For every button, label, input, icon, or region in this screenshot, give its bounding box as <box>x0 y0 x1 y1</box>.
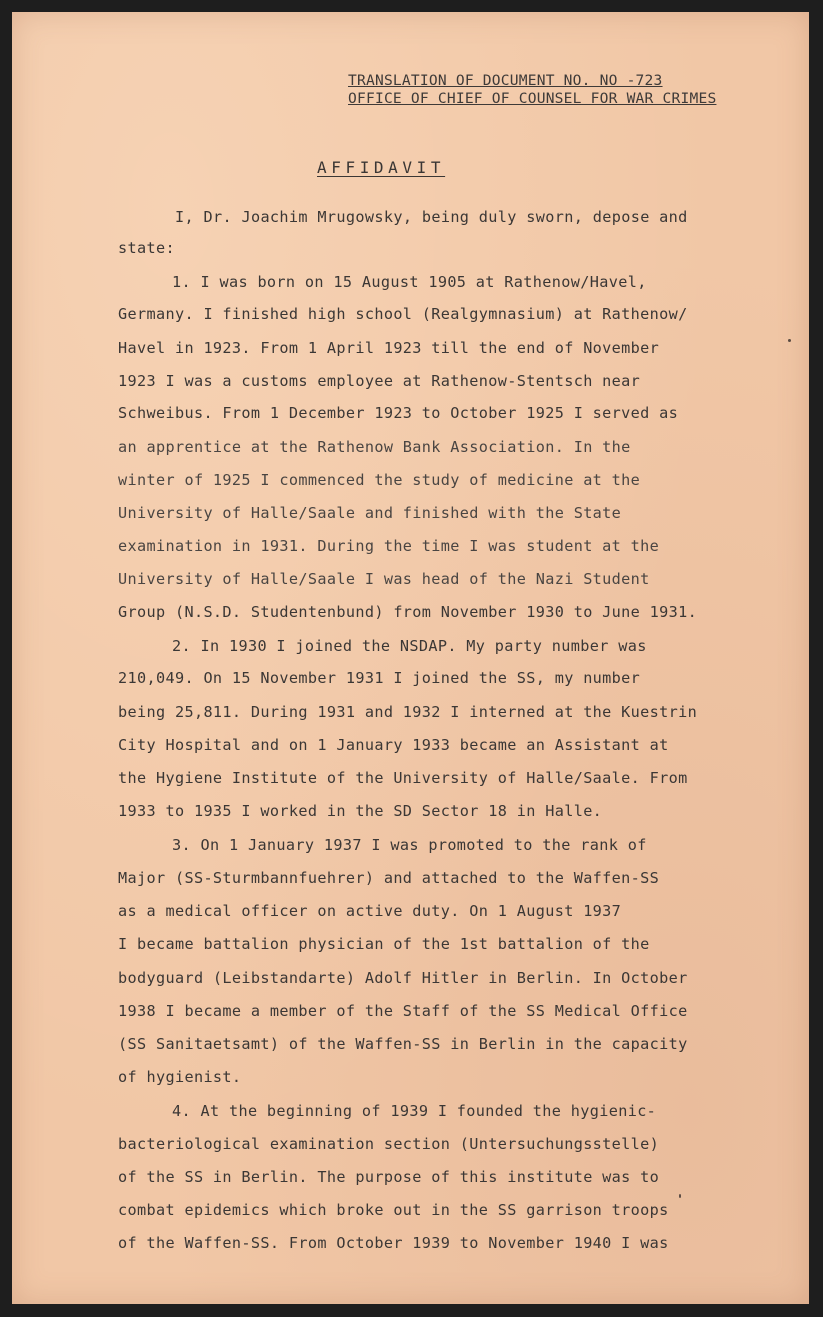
text-line: an apprentice at the Rathenow Bank Association. In the <box>118 438 631 456</box>
text-line: the Hygiene Institute of the University of Halle/Saale. From <box>118 769 688 787</box>
document-page <box>12 12 809 1304</box>
text-line: I became battalion physician of the 1st battalion of the <box>118 935 650 953</box>
paragraph-1-start: 1. I was born on 15 August 1905 at Rathenow/Havel, <box>172 273 647 291</box>
paragraph-4-start: 4. At the beginning of 1939 I founded the hygienic- <box>172 1102 657 1120</box>
text-line: combat epidemics which broke out in the SS garrison troops <box>118 1201 669 1219</box>
text-line: bodyguard (Leibstandarte) Adolf Hitler in Berlin. In October <box>118 969 688 987</box>
text-line: 1923 I was a customs employee at Rathenow-Stentsch near <box>118 372 641 390</box>
affidavit-body <box>12 12 809 1304</box>
text-line: Havel in 1923. From 1 April 1923 till the end of November <box>118 339 660 357</box>
paper-speck <box>679 1194 681 1198</box>
paper-speck <box>788 339 791 342</box>
text-line: Major (SS-Sturmbannfuehrer) and attached to the Waffen-SS <box>118 869 660 887</box>
header-translation-line: TRANSLATION OF DOCUMENT NO. NO -723 <box>348 72 663 89</box>
text-line: as a medical officer on active duty. On 1 August 1937 <box>118 902 622 920</box>
text-line: of the Waffen-SS. From October 1939 to November 1940 I was <box>118 1234 669 1252</box>
text-line: of hygienist. <box>118 1068 242 1086</box>
text-line: bacteriological examination section (Untersuchungsstelle) <box>118 1135 660 1153</box>
affidavit-title: AFFIDAVIT <box>317 158 446 177</box>
paragraph-2-start: 2. In 1930 I joined the NSDAP. My party number was <box>172 637 647 655</box>
text-line: examination in 1931. During the time I was student at the <box>118 537 660 555</box>
text-line: University of Halle/Saale and finished with the State <box>118 504 622 522</box>
text-line: Germany. I finished high school (Realgymnasium) at Rathenow/ <box>118 305 688 323</box>
text-line: 1938 I became a member of the Staff of the SS Medical Office <box>118 1002 688 1020</box>
text-line: I, Dr. Joachim Mrugowsky, being duly sworn, depose and <box>175 208 688 226</box>
text-line: Schweibus. From 1 December 1923 to October 1925 I served as <box>118 404 679 422</box>
paragraph-3-start: 3. On 1 January 1937 I was promoted to the rank of <box>172 836 647 854</box>
text-line: state: <box>118 239 175 257</box>
text-line: 210,049. On 15 November 1931 I joined the SS, my number <box>118 669 641 687</box>
text-line: Group (N.S.D. Studentenbund) from November 1930 to June 1931. <box>118 603 698 621</box>
text-line: City Hospital and on 1 January 1933 became an Assistant at <box>118 736 669 754</box>
text-line: 1933 to 1935 I worked in the SD Sector 18 in Halle. <box>118 802 603 820</box>
text-line: (SS Sanitaetsamt) of the Waffen-SS in Berlin in the capacity <box>118 1035 688 1053</box>
text-line: of the SS in Berlin. The purpose of this institute was to <box>118 1168 660 1186</box>
text-line: University of Halle/Saale I was head of the Nazi Student <box>118 570 650 588</box>
text-line: being 25,811. During 1931 and 1932 I interned at the Kuestrin <box>118 703 698 721</box>
header-office-line: OFFICE OF CHIEF OF COUNSEL FOR WAR CRIMES <box>348 90 717 107</box>
text-line: winter of 1925 I commenced the study of medicine at the <box>118 471 641 489</box>
